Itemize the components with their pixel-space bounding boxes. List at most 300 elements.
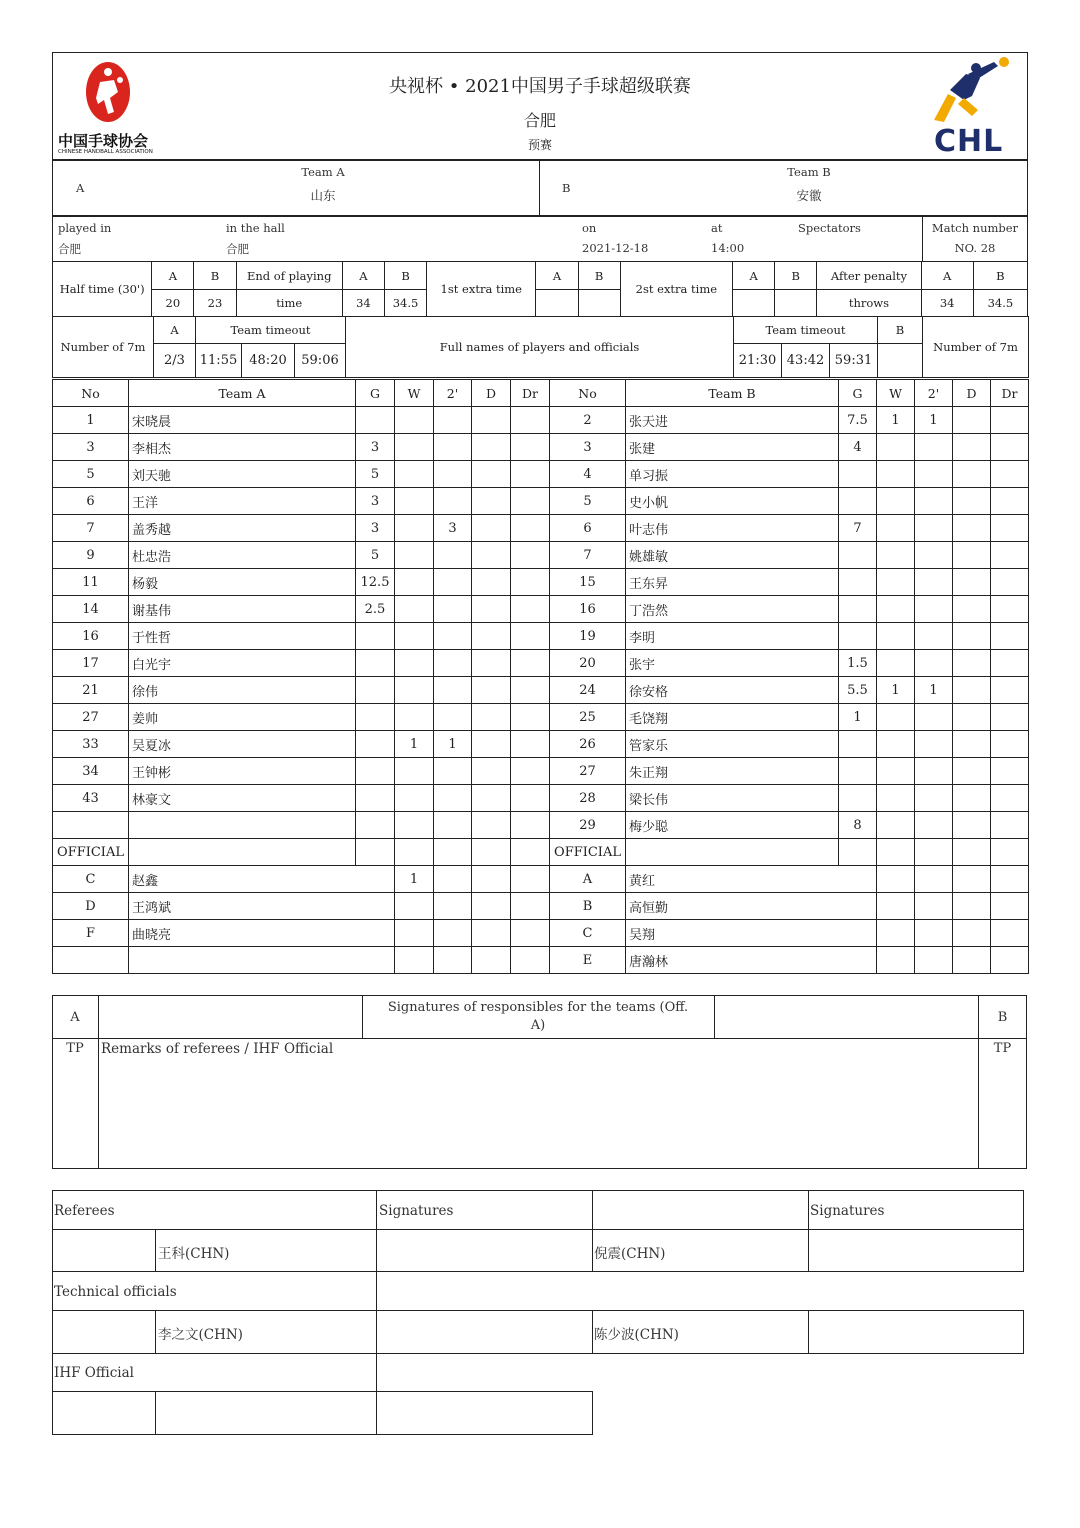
player-b-dr [991,623,1029,650]
official-blank-a-stat [434,839,472,866]
official-a-name: 王鸿斌 [129,893,395,920]
official-a-2min [434,893,472,920]
player-b-no: 26 [550,731,626,758]
player-b-d [953,758,991,785]
player-a-warning [395,812,434,839]
cha-logo [56,58,166,158]
player-a-2min [434,596,472,623]
player-b-d [953,407,991,434]
player-b-d [953,488,991,515]
a-timeout-3: 59:06 [295,344,346,378]
col-2min-b: 2' [915,380,953,407]
official-b-name: 唐瀚林 [626,947,877,974]
player-b-name: 姚雄敏 [626,542,839,569]
player-b-d [953,515,991,542]
player-a-2min [434,434,472,461]
player-a-name: 白光宇 [129,650,356,677]
player-a-dr [511,569,550,596]
end-score-a: 34 [342,290,384,317]
player-a-no: 1 [53,407,129,434]
teams-box [52,160,1028,216]
official-b-warning [877,947,915,974]
table-row [53,704,1029,731]
player-a-name: 吴夏冰 [129,731,356,758]
official-a-d [472,866,511,893]
time-value: 14:00 [711,241,745,255]
player-b-name: 王东昇 [626,569,839,596]
table-row [53,461,1029,488]
end-label-2: time [236,290,342,317]
player-b-2min: 1 [915,407,953,434]
hall-label: in the hall [226,221,285,235]
player-b-warning [877,785,915,812]
b-7m-label: Number of 7m [923,317,1029,378]
official-header-row [53,839,1029,866]
player-b-dr [991,569,1029,596]
player-a-goals: 2.5 [356,596,395,623]
player-b-2min [915,812,953,839]
official-b-warning [877,866,915,893]
official-a-dr [511,866,550,893]
cha-logo-text: 中国手球协会 [58,132,149,150]
team-a-letter: A [76,181,85,195]
ht-score-b: 23 [194,290,236,317]
player-a-dr [511,596,550,623]
player-b-name: 张建 [626,434,839,461]
player-a-name: 杨毅 [129,569,356,596]
player-a-2min [434,542,472,569]
player-b-warning [877,596,915,623]
player-a-warning [395,434,434,461]
player-b-no: 28 [550,785,626,812]
official-blank-a-stat [511,839,550,866]
extra2-label: 2st extra time [620,262,732,317]
chl-logo-text: CHL [934,124,1004,159]
official-blank-a-stat [472,839,511,866]
technical-label: Technical officials [54,1284,177,1300]
played-in-label: played in [58,221,112,235]
info-box [52,216,1028,262]
player-a-dr [511,812,550,839]
player-b-name: 管家乐 [626,731,839,758]
official-b-name: 吴翔 [626,920,877,947]
player-b-warning [877,515,915,542]
player-b-2min [915,515,953,542]
player-a-goals: 5 [356,542,395,569]
player-a-goals [356,623,395,650]
official-label-b: OFFICIAL [550,839,626,866]
player-b-no: 4 [550,461,626,488]
official-blank-b-stat [953,839,991,866]
pen-col-a: A [921,262,973,290]
player-a-2min [434,650,472,677]
team-b-label: Team B [787,165,831,179]
official-b-d [953,947,991,974]
player-b-warning [877,623,915,650]
player-b-name: 张宇 [626,650,839,677]
table-row [53,407,1029,434]
date-value: 2021-12-18 [582,241,649,255]
a-7m-value: 2/3 [154,344,196,378]
player-b-warning [877,650,915,677]
end-score-b: 34.5 [384,290,426,317]
player-a-d [472,704,511,731]
player-a-warning [395,785,434,812]
stage-title: 预赛 [527,138,552,152]
ex1-score-b [578,290,620,317]
player-b-dr [991,542,1029,569]
scores-table [52,261,1028,317]
player-a-no [53,812,129,839]
player-a-d [472,542,511,569]
official-a-d [472,920,511,947]
official-blank-b [626,839,839,866]
player-a-name: 盖秀越 [129,515,356,542]
player-b-goals: 4 [839,434,877,461]
player-a-d [472,731,511,758]
player-a-2min [434,758,472,785]
player-a-no: 43 [53,785,129,812]
player-a-goals [356,731,395,758]
official-b-2min [915,947,953,974]
official-a-warning [395,893,434,920]
player-a-dr [511,623,550,650]
player-a-d [472,677,511,704]
player-a-name: 谢基伟 [129,596,356,623]
player-b-d [953,542,991,569]
player-a-name: 徐伟 [129,677,356,704]
official-a-d [472,947,511,974]
player-a-2min [434,407,472,434]
ex2-score-a [733,290,775,317]
player-a-d [472,488,511,515]
player-b-no: 27 [550,758,626,785]
player-a-dr [511,704,550,731]
player-a-d [472,812,511,839]
table-row [53,731,1029,758]
player-b-goals [839,785,877,812]
player-a-warning [395,704,434,731]
official-blank-b-stat [915,839,953,866]
ht-col-b: B [194,262,236,290]
player-b-goals [839,758,877,785]
player-a-warning [395,758,434,785]
player-b-goals [839,596,877,623]
player-a-name: 杜忠浩 [129,542,356,569]
player-a-goals [356,407,395,434]
end-label-1: End of playing [236,262,342,290]
timeout-table [52,316,1029,378]
player-b-dr [991,461,1029,488]
official-a-2min [434,920,472,947]
col-w-b: W [877,380,915,407]
player-a-goals: 3 [356,488,395,515]
ex1-col-b: B [578,262,620,290]
player-b-no: 29 [550,812,626,839]
player-b-dr [991,515,1029,542]
player-a-2min [434,569,472,596]
city-title: 合肥 [523,111,556,130]
col-d-a: D [472,380,511,407]
b-7m-value [878,344,923,378]
roster-table [52,379,1029,974]
player-b-2min [915,650,953,677]
player-b-warning [877,758,915,785]
official-b-d [953,866,991,893]
player-a-dr [511,758,550,785]
ht-col-a: A [152,262,194,290]
player-b-no: 3 [550,434,626,461]
player-b-goals [839,731,877,758]
player-a-warning [395,677,434,704]
player-b-warning [877,812,915,839]
player-a-dr [511,515,550,542]
player-a-dr [511,731,550,758]
official-a-warning [395,947,434,974]
player-a-2min [434,812,472,839]
player-a-d [472,650,511,677]
played-in-value: 合肥 [58,242,81,256]
player-b-no: 2 [550,407,626,434]
col-g-a: G [356,380,395,407]
player-b-2min [915,569,953,596]
col-team-b: Team B [626,380,839,407]
official-a-2min [434,947,472,974]
player-a-d [472,623,511,650]
player-b-dr [991,650,1029,677]
player-b-no: 6 [550,515,626,542]
player-a-2min [434,677,472,704]
player-b-d [953,677,991,704]
official-blank-a-stat [356,839,395,866]
b-timeout-letter: B [878,317,923,344]
player-b-2min: 1 [915,677,953,704]
player-b-d [953,461,991,488]
table-row [53,542,1029,569]
player-b-2min [915,758,953,785]
table-row [53,623,1029,650]
table-row [53,434,1029,461]
official-row [53,893,1029,920]
official-blank-b-stat [991,839,1029,866]
player-a-goals [356,704,395,731]
tp-b: TP [993,1041,1012,1056]
ex1-score-a [536,290,578,317]
player-a-warning [395,623,434,650]
player-b-name: 徐安格 [626,677,839,704]
player-b-no: 24 [550,677,626,704]
official-a-dr [511,947,550,974]
player-b-warning: 1 [877,677,915,704]
player-b-no: 20 [550,650,626,677]
player-b-goals: 5.5 [839,677,877,704]
player-a-name: 李相杰 [129,434,356,461]
pen-score-a: 34 [921,290,973,317]
b-timeout-1: 21:30 [734,344,782,378]
player-b-dr [991,434,1029,461]
player-a-goals: 12.5 [356,569,395,596]
player-b-d [953,812,991,839]
player-a-no: 27 [53,704,129,731]
player-b-dr [991,812,1029,839]
player-b-d [953,596,991,623]
col-no-a: No [53,380,129,407]
player-b-2min [915,542,953,569]
chl-logo [924,54,1020,158]
player-a-dr [511,677,550,704]
player-a-2min [434,488,472,515]
player-a-no: 11 [53,569,129,596]
b-timeout-2: 43:42 [782,344,830,378]
player-b-name: 单习振 [626,461,839,488]
technical-1-name: 李之文(CHN) [158,1327,243,1343]
official-a-name [129,947,395,974]
player-a-warning [395,515,434,542]
player-a-warning: 1 [395,731,434,758]
official-b-2min [915,893,953,920]
player-b-goals [839,461,877,488]
player-a-warning [395,569,434,596]
table-row [53,488,1029,515]
player-a-2min [434,704,472,731]
official-b-role: E [550,947,626,974]
player-b-goals [839,488,877,515]
player-b-goals: 1.5 [839,650,877,677]
official-b-dr [991,893,1029,920]
player-b-no: 16 [550,596,626,623]
player-a-2min: 1 [434,731,472,758]
official-b-dr [991,920,1029,947]
hall-value: 合肥 [226,242,249,256]
referees-signatures-label-2: Signatures [810,1203,885,1219]
official-row [53,866,1029,893]
player-a-goals: 5 [356,461,395,488]
table-row [53,596,1029,623]
table-row [53,812,1029,839]
player-b-2min [915,623,953,650]
player-a-name: 于性哲 [129,623,356,650]
table-row [53,677,1029,704]
player-b-name: 梁长伟 [626,785,839,812]
player-a-warning [395,407,434,434]
player-b-d [953,650,991,677]
player-a-d [472,569,511,596]
b-team-timeout-label: Team timeout [734,317,878,344]
player-b-goals [839,623,877,650]
player-a-dr [511,785,550,812]
ex2-col-b: B [775,262,817,290]
player-a-no: 33 [53,731,129,758]
technical-2-name: 陈少波(CHN) [594,1327,679,1343]
player-b-dr [991,785,1029,812]
player-a-dr [511,488,550,515]
official-blank-b-stat [877,839,915,866]
official-a-2min [434,866,472,893]
player-b-no: 7 [550,542,626,569]
official-a-d [472,893,511,920]
referee-2-name: 倪震(CHN) [594,1246,666,1262]
player-a-no: 17 [53,650,129,677]
player-b-no: 5 [550,488,626,515]
player-a-no: 14 [53,596,129,623]
team-b-letter: B [562,181,571,195]
col-no-b: No [550,380,626,407]
player-a-warning [395,488,434,515]
player-a-goals [356,650,395,677]
table-row [53,569,1029,596]
player-a-no: 16 [53,623,129,650]
date-label: on [582,221,597,235]
official-a-warning: 1 [395,866,434,893]
player-a-dr [511,461,550,488]
player-b-2min [915,596,953,623]
player-a-no: 9 [53,542,129,569]
ex1-col-a: A [536,262,578,290]
player-b-warning [877,542,915,569]
player-a-name [129,812,356,839]
sig-title-line2: A) [530,1018,546,1033]
extra1-label: 1st extra time [427,262,536,317]
player-a-dr [511,407,550,434]
end-col-a: A [342,262,384,290]
official-b-role: C [550,920,626,947]
player-b-dr [991,731,1029,758]
official-b-role: B [550,893,626,920]
official-a-role: C [53,866,129,893]
sig-team-b: B [997,1010,1008,1025]
player-a-goals [356,677,395,704]
player-b-dr [991,704,1029,731]
player-b-name: 张天进 [626,407,839,434]
player-b-d [953,731,991,758]
player-b-name: 毛饶翔 [626,704,839,731]
official-b-name: 高恒勤 [626,893,877,920]
player-b-d [953,623,991,650]
sig-title-line1: Signatures of responsibles for the teams (Off. [387,1000,689,1015]
spectators-label: Spectators [798,221,861,235]
player-b-dr [991,758,1029,785]
player-a-no: 3 [53,434,129,461]
player-b-d [953,704,991,731]
player-a-no: 34 [53,758,129,785]
cha-emblem-icon [56,58,166,130]
official-label-a: OFFICIAL [53,839,129,866]
player-b-name: 丁浩然 [626,596,839,623]
a-7m-label: Number of 7m [53,317,154,378]
player-a-name: 林豪文 [129,785,356,812]
col-g-b: G [839,380,877,407]
table-row [53,650,1029,677]
col-team-a: Team A [129,380,356,407]
player-a-d [472,407,511,434]
player-b-warning [877,434,915,461]
player-b-no: 15 [550,569,626,596]
col-w-a: W [395,380,434,407]
player-b-dr [991,677,1029,704]
official-b-d [953,920,991,947]
official-a-dr [511,920,550,947]
ihf-label: IHF Official [54,1365,134,1381]
player-a-goals [356,812,395,839]
referee-1-name: 王科(CHN) [158,1246,230,1262]
time-label: at [711,221,723,235]
team-b-name: 安徽 [796,188,822,203]
page-title: 央视杯 • 2021中国男子手球超级联赛 [389,76,691,97]
player-a-dr [511,434,550,461]
pen-col-b: B [973,262,1027,290]
official-b-name: 黄红 [626,866,877,893]
official-b-2min [915,920,953,947]
